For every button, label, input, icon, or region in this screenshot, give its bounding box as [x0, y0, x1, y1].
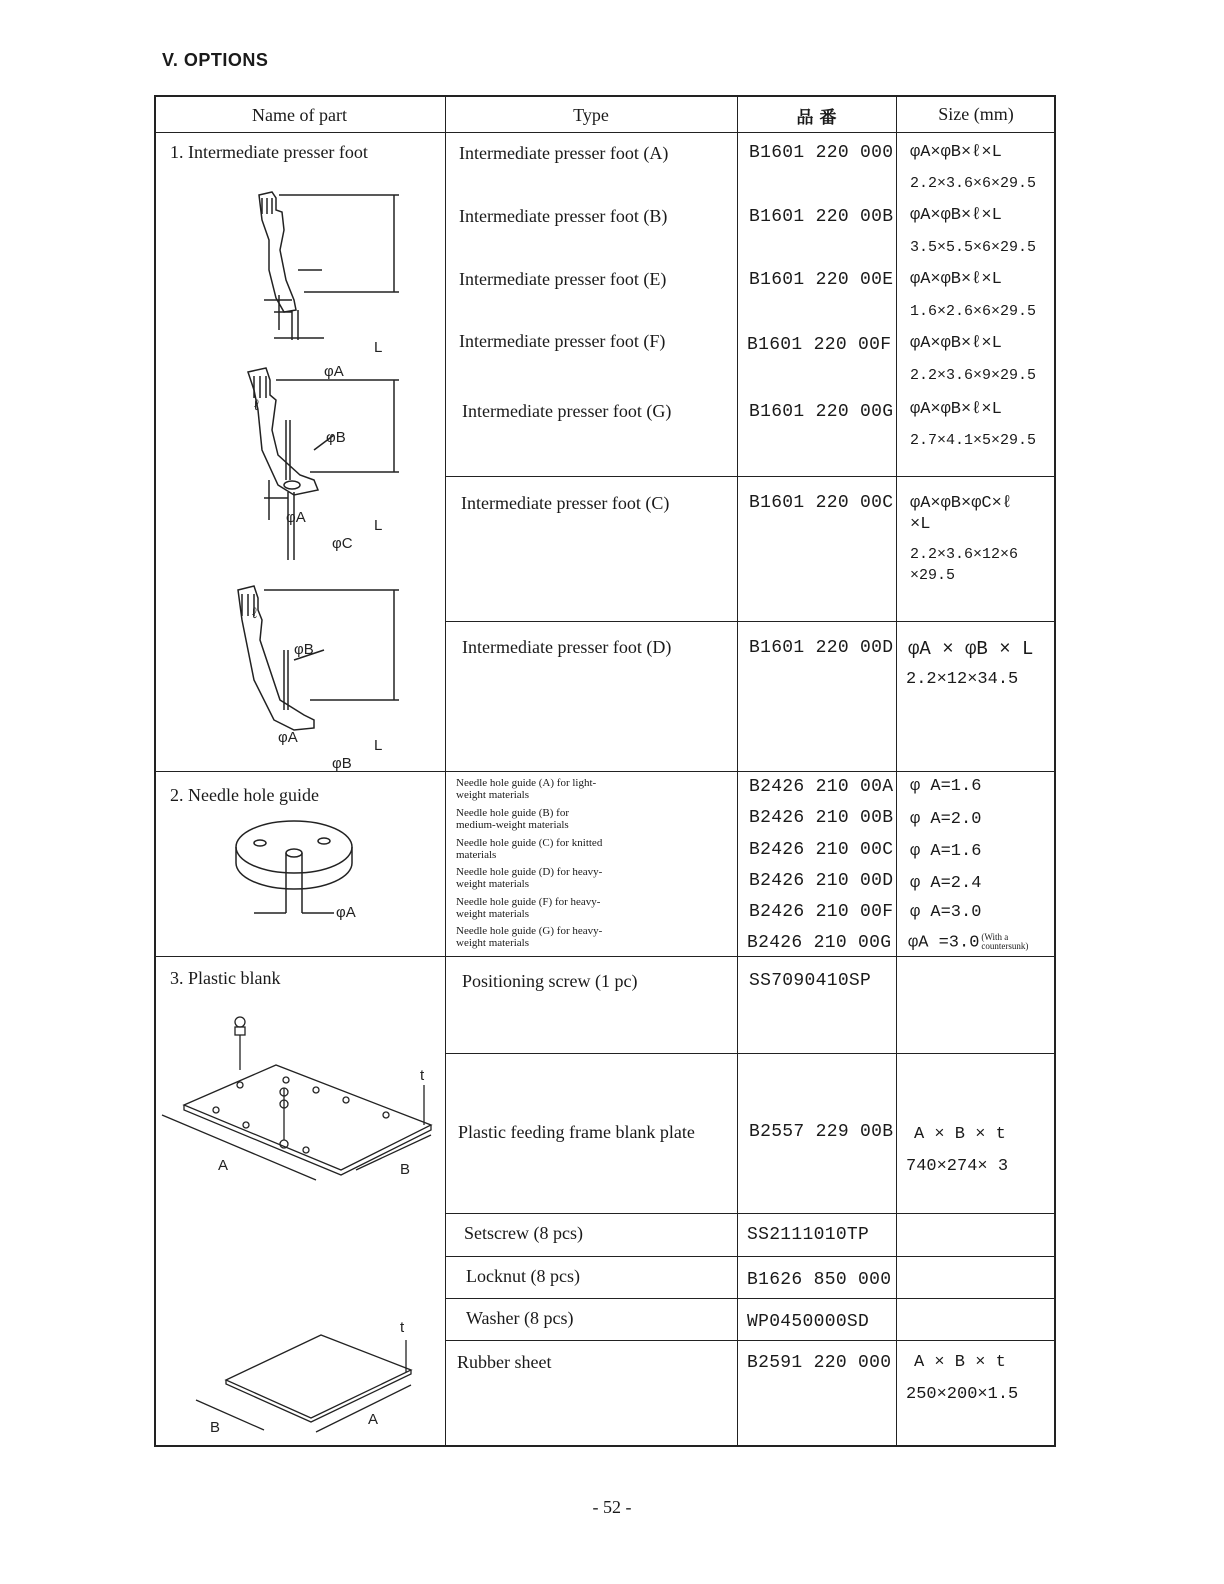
label-B: B: [210, 1419, 221, 1436]
label-phiC: φC: [332, 535, 353, 552]
size-value-cell: 3.5×5.5×6×29.5: [910, 239, 1037, 256]
size-cell: φ A=1.6: [910, 777, 982, 796]
row-divider: [445, 1340, 1056, 1341]
label-phiB: φB: [294, 641, 314, 658]
section-divider: [154, 771, 1056, 772]
needle-hole-guide-illustration: [224, 815, 384, 935]
header-part-number: 品 番: [796, 108, 837, 128]
size-formula-cell: ×L: [910, 515, 931, 534]
part-number-cell: B1601 220 00C: [749, 493, 894, 513]
size-formula-cell: A × B × t: [914, 1353, 1006, 1372]
size-formula-cell: A × B × t: [914, 1125, 1006, 1144]
size-formula-cell: φA × φB × L: [908, 638, 1034, 660]
part-number-cell: B1601 220 00B: [749, 207, 894, 227]
page-heading: V. OPTIONS: [162, 50, 269, 70]
size-formula-cell: φA×φB×ℓ×L: [910, 334, 1002, 353]
type-cell: Positioning screw (1 pc): [462, 971, 638, 991]
label-t: t: [420, 1067, 425, 1084]
size-cell: φ A=1.6: [910, 842, 982, 861]
size-value-cell: ×29.5: [910, 567, 956, 584]
type-cell: Needle hole guide (A) for light-weight materials: [456, 777, 597, 801]
size-value-cell: 2.2×3.6×6×29.5: [910, 175, 1037, 192]
plastic-blank-illustration: [156, 1010, 444, 1440]
label-ell: ℓ: [254, 397, 259, 414]
label-phiA: φA: [336, 904, 356, 921]
part-number-cell: B2426 210 00C: [749, 840, 894, 860]
type-cell: Rubber sheet: [457, 1352, 552, 1372]
size-value-cell: 250×200×1.5: [906, 1385, 1019, 1404]
label-t: t: [400, 1319, 405, 1336]
part-number-cell: B1601 220 00F: [747, 335, 892, 355]
type-cell: Locknut (8 pcs): [466, 1266, 580, 1286]
type-cell: Intermediate presser foot (G): [462, 401, 672, 421]
label-A: A: [368, 1411, 379, 1428]
type-cell: Washer (8 pcs): [466, 1308, 574, 1328]
type-cell: Setscrew (8 pcs): [464, 1223, 583, 1243]
part-number-cell: B1626 850 000: [747, 1270, 892, 1290]
row-divider: [445, 621, 1056, 622]
part-number-cell: B1601 220 00D: [749, 638, 894, 658]
size-value-cell: 2.2×12×34.5: [906, 670, 1019, 689]
part-number-cell: SS2111010TP: [747, 1225, 870, 1245]
size-value-cell: 2.2×3.6×12×6: [910, 546, 1019, 563]
table-border-top: [154, 95, 1056, 97]
type-cell: Plastic feeding frame blank plate: [458, 1122, 695, 1142]
part-number-cell: B2426 210 00B: [749, 808, 894, 828]
type-cell: Needle hole guide (F) for heavy-weight materials: [456, 896, 601, 920]
size-value-cell: 1.6×2.6×6×29.5: [910, 303, 1037, 320]
table-border-bottom: [154, 1445, 1056, 1447]
part-number-cell: WP0450000SD: [747, 1312, 870, 1332]
size-value-cell: 740×274× 3: [906, 1157, 1009, 1176]
size-cell: φ A=2.4: [910, 874, 982, 893]
part-number-cell: B1601 220 00G: [749, 402, 894, 422]
page-number: - 52 -: [592, 1497, 632, 1517]
positioning-screw: [235, 1017, 245, 1027]
row-divider: [445, 1256, 1056, 1257]
part-number-cell: B2426 210 00A: [749, 777, 894, 797]
size-formula-cell: φA×φB×ℓ×L: [910, 270, 1002, 289]
part-number-cell: B2426 210 00F: [749, 902, 894, 922]
row-divider: [445, 1298, 1056, 1299]
header-divider: [154, 132, 1056, 133]
section-title-plastic-blank: 3. Plastic blank: [170, 968, 281, 988]
size-formula-cell: φA×φB×ℓ×L: [910, 400, 1002, 419]
part-number-cell: SS7090410SP: [749, 971, 872, 991]
size-formula-cell: φA×φB×ℓ×L: [910, 143, 1002, 162]
foot-d-body: [238, 586, 314, 730]
type-cell: Needle hole guide (B) for medium-weight materials: [456, 807, 570, 831]
label-A: A: [218, 1157, 229, 1174]
section-title-presser-foot: 1. Intermediate presser foot: [170, 142, 368, 162]
part-number-cell: B2591 220 000: [747, 1353, 892, 1373]
header-name: Name of part: [252, 105, 347, 125]
type-cell: Intermediate presser foot (C): [461, 493, 670, 513]
presser-foot-illustration: [214, 180, 444, 772]
part-number-cell: B2557 229 00B: [749, 1122, 894, 1142]
foot-a-prong: [262, 198, 272, 214]
type-cell: Intermediate presser foot (E): [459, 269, 667, 289]
type-cell: Intermediate presser foot (D): [462, 637, 672, 657]
foot-a-body: [259, 192, 296, 312]
label-B: B: [400, 1161, 411, 1178]
size-cell: φA =3.0 (With a countersunk): [908, 932, 1029, 953]
size-formula-cell: φA×φB×ℓ×L: [910, 206, 1002, 225]
rubber-sheet: [226, 1335, 411, 1418]
label-L: L: [374, 339, 383, 356]
label-phiA: φA: [324, 363, 344, 380]
type-cell: Intermediate presser foot (F): [459, 331, 666, 351]
options-table: [154, 95, 1056, 1447]
size-value-cell: 2.2×3.6×9×29.5: [910, 367, 1037, 384]
size-cell: φ A=3.0: [910, 903, 982, 922]
guide-plate-side: [236, 847, 352, 889]
guide-plate-top: [236, 821, 352, 873]
header-type: Type: [573, 105, 609, 125]
section-title-needle-hole-guide: 2. Needle hole guide: [170, 785, 319, 805]
label-ell: ℓ: [252, 605, 257, 622]
label-phiA: φA: [278, 729, 298, 746]
label-phiA: φA: [286, 509, 306, 526]
size-formula-cell: φA×φB×φC×ℓ: [910, 494, 1013, 513]
type-cell: Intermediate presser foot (B): [459, 206, 668, 226]
type-cell: Intermediate presser foot (A): [459, 143, 669, 163]
label-phiB: φB: [332, 755, 352, 772]
part-number-cell: B1601 220 00E: [749, 270, 894, 290]
size-value-cell: 2.7×4.1×5×29.5: [910, 432, 1037, 449]
row-divider: [445, 476, 1056, 477]
row-divider: [445, 1213, 1056, 1214]
foot-c-body: [248, 368, 318, 495]
type-cell: Needle hole guide (C) for knitted materials: [456, 837, 603, 861]
part-number-cell: B1601 220 000: [749, 143, 894, 163]
row-divider: [445, 1053, 1056, 1054]
type-cell: Needle hole guide (G) for heavy-weight materials: [456, 925, 603, 949]
type-cell: Needle hole guide (D) for heavy-weight materials: [456, 866, 603, 890]
label-L: L: [374, 737, 383, 754]
label-L: L: [374, 517, 383, 534]
size-cell: φ A=2.0: [910, 810, 982, 829]
section-divider: [154, 956, 1056, 957]
label-phiB: φB: [326, 429, 346, 446]
part-number-cell: B2426 210 00G: [747, 933, 892, 953]
part-number-cell: B2426 210 00D: [749, 871, 894, 891]
header-size: Size (mm): [938, 104, 1014, 124]
blank-plate: [184, 1065, 431, 1170]
